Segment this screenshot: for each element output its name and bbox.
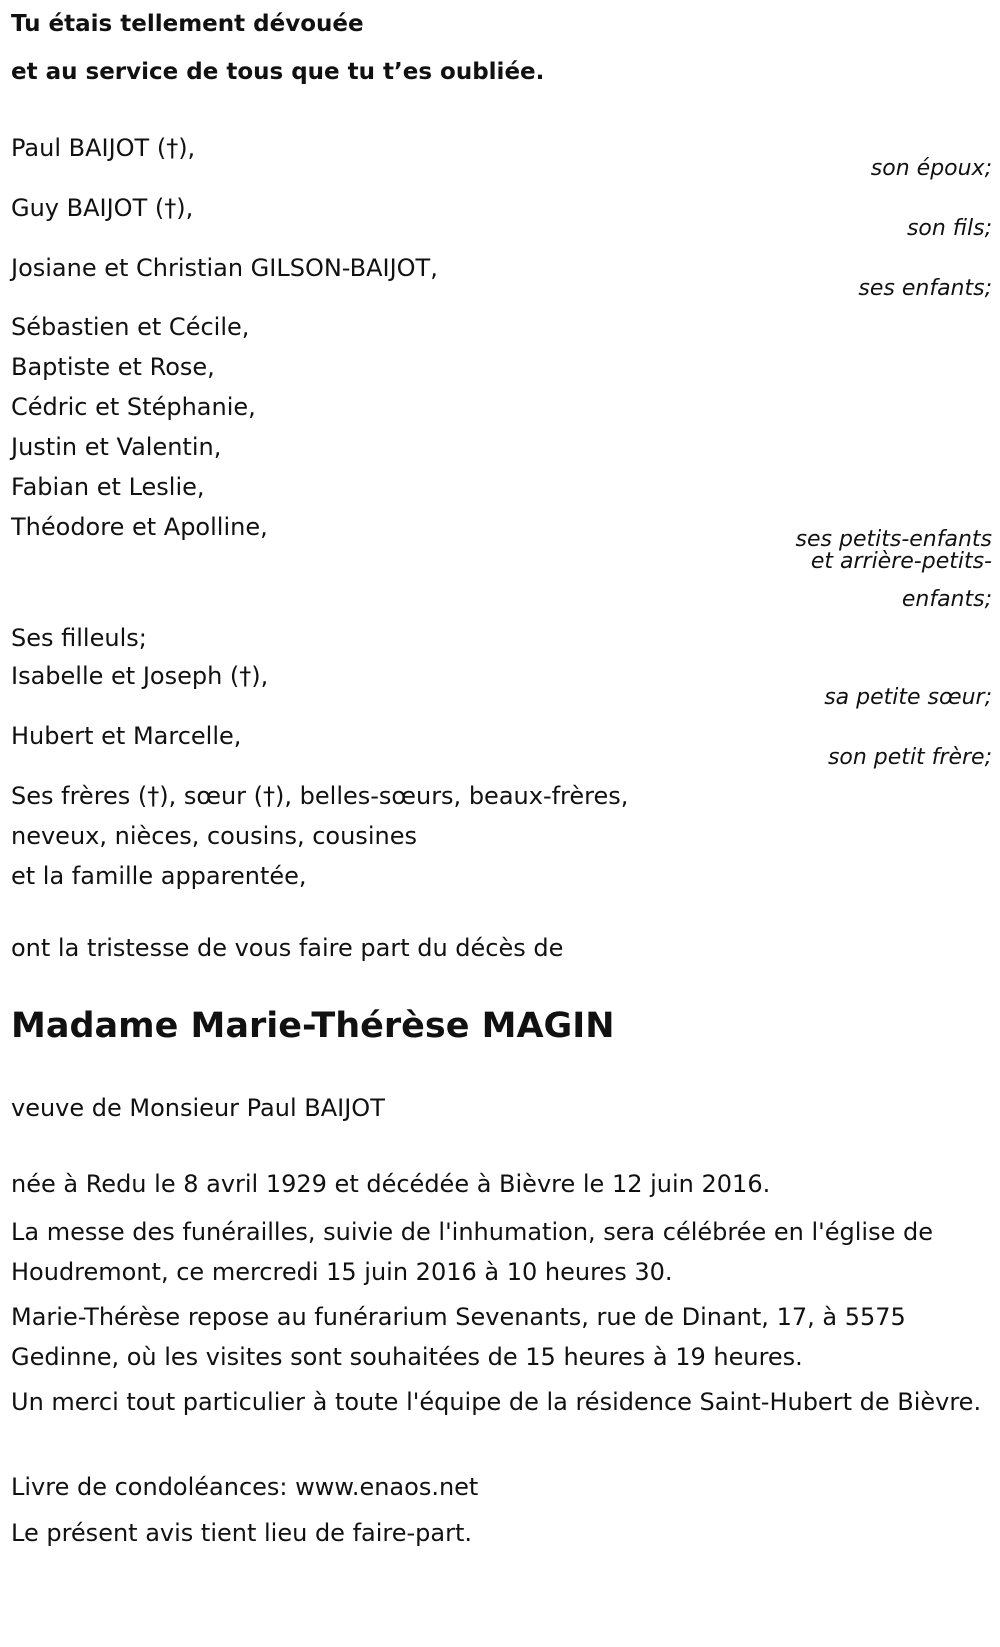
godchildren-title: Ses filleuls; bbox=[11, 624, 147, 652]
grandchild-pair: Fabian et Leslie, bbox=[11, 473, 205, 501]
family-name-guy: Guy BAIJOT (†), bbox=[11, 194, 194, 222]
relation-grandchildren-line-1: ses petits-enfants bbox=[795, 527, 992, 552]
grandchild-pair: Cédric et Stéphanie, bbox=[11, 393, 256, 421]
family-name-isabelle: Isabelle et Joseph (†), bbox=[11, 662, 269, 690]
condolences-info: Livre de condoléances: www.enaos.net bbox=[11, 1473, 479, 1501]
grandchild-pair: Baptiste et Rose, bbox=[11, 353, 215, 381]
relation-spouse: son époux; bbox=[870, 156, 992, 181]
family-name-children: Josiane et Christian GILSON-BAIJOT, bbox=[11, 254, 438, 282]
relation-grandchildren-line-2: et arrière-petits- bbox=[810, 549, 992, 574]
funeral-info: La messe des funérailles, suivie de l'inhumation, sera célébrée en l'église de Houdremont, ce mercredi 15 juin 2016 à 10 heures 30. bbox=[11, 1218, 933, 1286]
relation-little-brother: son petit frère; bbox=[827, 745, 992, 770]
epigraph-line-2: et au service de tous que tu t’es oubliée. bbox=[11, 59, 545, 85]
notice-text: Le présent avis tient lieu de faire-part. bbox=[11, 1519, 473, 1547]
widow-of: veuve de Monsieur Paul BAIJOT bbox=[11, 1094, 385, 1122]
grandchild-pair: Justin et Valentin, bbox=[11, 433, 222, 461]
grandchild-pair: Théodore et Apolline, bbox=[11, 513, 268, 541]
family-name-hubert: Hubert et Marcelle, bbox=[11, 722, 242, 750]
relation-children: ses enfants; bbox=[858, 276, 992, 301]
birth-death-info: née à Redu le 8 avril 1929 et décédée à Bièvre le 12 juin 2016. bbox=[11, 1170, 771, 1198]
extended-family-line: neveux, nièces, cousins, cousines bbox=[11, 822, 417, 850]
grandchildren-list bbox=[11, 307, 268, 547]
relation-little-sister: sa petite sœur; bbox=[824, 685, 992, 710]
extended-family-line: et la famille apparentée, bbox=[11, 862, 307, 890]
thanks-text: Un merci tout particulier à toute l'équipe de la résidence Saint-Hubert de Bièvre. bbox=[11, 1388, 982, 1416]
grandchild-pair: Sébastien et Cécile, bbox=[11, 313, 250, 341]
extended-family-line: Ses frères (†), sœur (†), belles-sœurs, beaux-frères, bbox=[11, 782, 629, 810]
relation-son: son fils; bbox=[906, 216, 992, 241]
extended-family bbox=[11, 776, 628, 896]
relation-grandchildren-line-3: enfants; bbox=[901, 587, 992, 612]
resting-place-info: Marie-Thérèse repose au funérarium Sevenants, rue de Dinant, 17, à 5575 Gedinne, où les visites sont souhaitées de 15 heures à 19 heures. bbox=[11, 1303, 906, 1371]
family-name-paul: Paul BAIJOT (†), bbox=[11, 134, 196, 162]
epigraph-line-1: Tu étais tellement dévouée bbox=[11, 11, 364, 37]
announcement: ont la tristesse de vous faire part du décès de bbox=[11, 934, 564, 962]
deceased-name: Madame Marie-Thérèse MAGIN bbox=[11, 1006, 615, 1046]
